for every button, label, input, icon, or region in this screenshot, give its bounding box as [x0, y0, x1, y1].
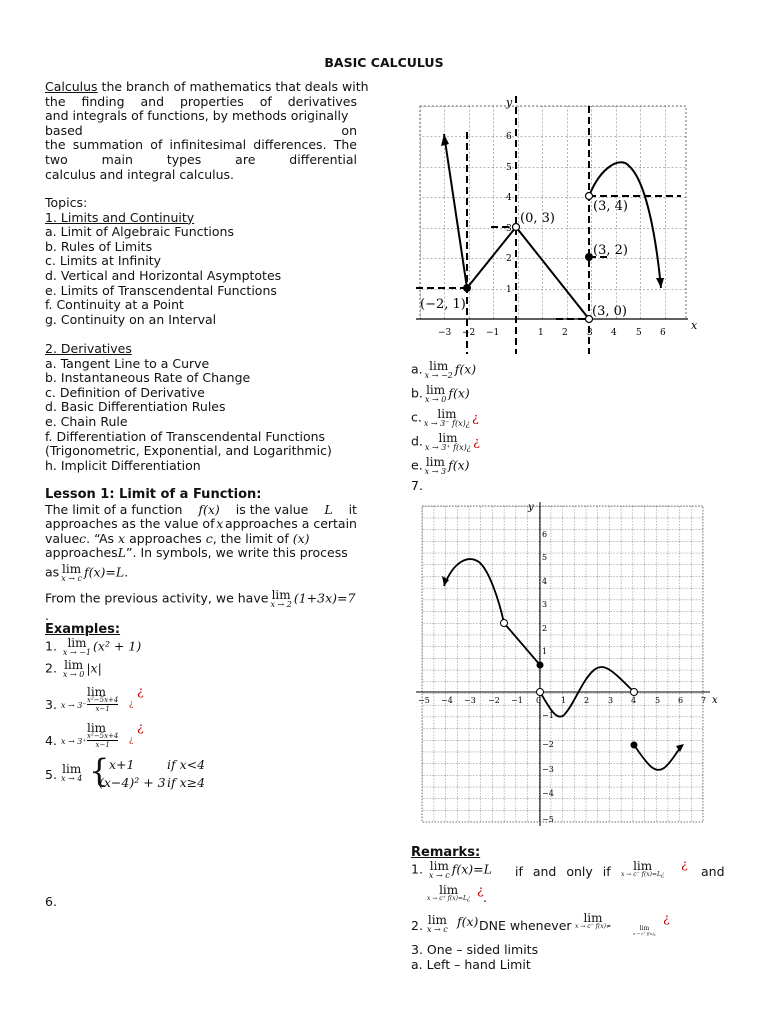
svg-text:−1: −1 [486, 328, 500, 338]
graph-1-y-label: y [506, 96, 513, 109]
graph-1-point [586, 193, 593, 200]
svg-text:6: 6 [542, 530, 548, 539]
svg-text:−4: −4 [542, 789, 554, 798]
graph-2-point [631, 689, 638, 696]
graph-2-point [537, 662, 544, 669]
svg-text:(−2, 1): (−2, 1) [420, 297, 466, 312]
lesson-section: Lesson 1: Limit of a Function: The limit of a function f(x) is the value L it approaches as the value of x approaches a certain valuec. “As x approaches c, the limit of (x) approachesL”. In symbols, we write this process as lim x → c f(x)=L. From the previous activity, we have lim x → 2 (1+3x)=7 . [45, 487, 357, 623]
svg-text:6: 6 [678, 696, 684, 705]
svg-text:3: 3 [587, 328, 593, 338]
svg-text:−3: −3 [438, 328, 452, 338]
svg-text:1: 1 [542, 647, 548, 656]
remark-1: 1. lim x → c f(x)=L if and only if lim x → c⁻ f(x)=L¿ ¿ and [411, 856, 725, 880]
svg-text:6: 6 [660, 328, 666, 338]
graph-2-point [501, 620, 508, 627]
svg-text:3: 3 [506, 224, 512, 234]
svg-text:−3: −3 [464, 696, 476, 705]
example-4: 4. lim ¿ x → 3⁺ x²−5x+4 x−1 ¿ [45, 719, 144, 749]
svg-text:0: 0 [536, 696, 542, 705]
example-2: 2. lim x → 0 |x| [45, 658, 102, 679]
graph-1-point [513, 224, 520, 231]
svg-text:2: 2 [584, 696, 590, 705]
svg-text:−2: −2 [488, 696, 500, 705]
remarks-section [411, 845, 723, 972]
svg-text:1: 1 [506, 285, 512, 295]
examples-section [45, 622, 365, 797]
questions-1: a. lim x → −2 f(x) b. lim x → 0 f(x) c. lim x → 3⁻ f(x)¿ ¿ d. lim x → 3⁺ f(x)¿ ¿ e. lim x → 3 f(x) 7. [411, 359, 480, 493]
svg-text:2: 2 [562, 328, 568, 338]
limit-notation: lim x → 2 [270, 587, 292, 609]
svg-text:4: 4 [631, 696, 637, 705]
svg-text:1: 1 [561, 696, 567, 705]
svg-text:1: 1 [538, 328, 544, 338]
svg-text:3: 3 [542, 600, 548, 609]
svg-text:−5: −5 [418, 696, 430, 705]
svg-text:−1: −1 [542, 711, 554, 720]
graph-1-x-label: x [691, 319, 698, 332]
remark-4: a. Left – hand Limit [411, 957, 531, 972]
svg-text:−5: −5 [542, 815, 554, 824]
section-limits-continuity: 1. Limits and Continuity [45, 209, 195, 225]
svg-text:−1: −1 [511, 696, 523, 705]
graph-1 [416, 96, 706, 356]
svg-text:(3, 2): (3, 2) [593, 243, 628, 258]
svg-text:(3, 4): (3, 4) [593, 199, 628, 214]
svg-text:2: 2 [542, 624, 548, 633]
svg-text:2: 2 [506, 254, 512, 264]
example-3: 3. lim ¿ x → 3⁻ x²−5x+4 x−1 ¿ [45, 683, 144, 713]
example-6: 6. [45, 894, 57, 909]
svg-text:4: 4 [542, 577, 548, 586]
svg-text:6: 6 [506, 132, 512, 142]
graph-2-point [537, 689, 544, 696]
graph-2-y-label: y [528, 502, 534, 513]
graph-2-grid [422, 506, 703, 822]
svg-text:7: 7 [701, 696, 707, 705]
graph-1-x-ticks [438, 328, 666, 338]
examples-heading: Examples: [45, 622, 121, 637]
example-1: 1. lim x → −1 (x² + 1) [45, 636, 142, 657]
svg-text:3: 3 [608, 696, 614, 705]
remark-3: 3. One – sided limits [411, 942, 539, 957]
intro-paragraph: Calculus the branch of mathematics that deals with the finding and properties of derivatives and integrals of functions, by methods originally based on the summation of infinitesimal differences. The two main types are differential calculus and integral calculus. [45, 79, 369, 182]
svg-text:4: 4 [506, 193, 512, 203]
svg-text:−2: −2 [542, 740, 554, 749]
page-title: BASIC CALCULUS [324, 55, 444, 70]
svg-text:5: 5 [542, 553, 548, 562]
lesson-heading: Lesson 1: Limit of a Function: [45, 487, 262, 502]
svg-text:(3, 0): (3, 0) [592, 304, 627, 319]
svg-text:5: 5 [655, 696, 661, 705]
svg-text:−2: −2 [462, 328, 476, 338]
graph-1-point [585, 253, 593, 261]
remarks-heading: Remarks: [411, 845, 481, 860]
svg-text:5: 5 [636, 328, 642, 338]
section-derivatives: 2. Derivatives [45, 340, 132, 356]
example-5: 5. lim x → 4 { x+1 if x<4 (x−4)² + 3 if x≥4 [45, 752, 206, 790]
remark-1-cont: lim x → c⁺ f(x)=L¿ ¿ . [427, 882, 487, 905]
svg-text:−3: −3 [542, 765, 554, 774]
svg-text:(0, 3): (0, 3) [520, 211, 555, 226]
calculus-term: Calculus [45, 79, 98, 94]
topics-list: Topics: 1. Limits and Continuity a. Limit of Algebraic Functions b. Rules of Limits c. Limits at Infinity d. Vertical and Horizontal Asymptotes e. Limits of Transcendental Functions f. Continuity at a Point g. Continuity on an Interval 2. Derivatives a. Tangent Line to a Curve b. Instantaneous Rate of Change c. Definition of Derivative d. Basic Differentiation Rules e. Chain Rule f. Differentiation of Transcendental Functions (Trigonometric, Exponential, and Logarithmic) h. Implicit Differentiation [45, 195, 332, 473]
limit-notation: lim x → c [61, 561, 82, 583]
graph-2 [414, 500, 724, 830]
remark-2: 2. lim x → c f(x) DNE whenever lim x → c⁻ f(x)≠ lim x → c⁺ f(x)¿ ¿ [411, 910, 670, 936]
svg-text:5: 5 [506, 163, 512, 173]
topics-heading: Topics: [45, 195, 88, 210]
graph-1-point [463, 284, 471, 292]
graph-2-point [631, 742, 638, 749]
svg-text:4: 4 [611, 328, 617, 338]
svg-text:−4: −4 [441, 696, 453, 705]
graph-2-x-label: x [712, 695, 718, 706]
